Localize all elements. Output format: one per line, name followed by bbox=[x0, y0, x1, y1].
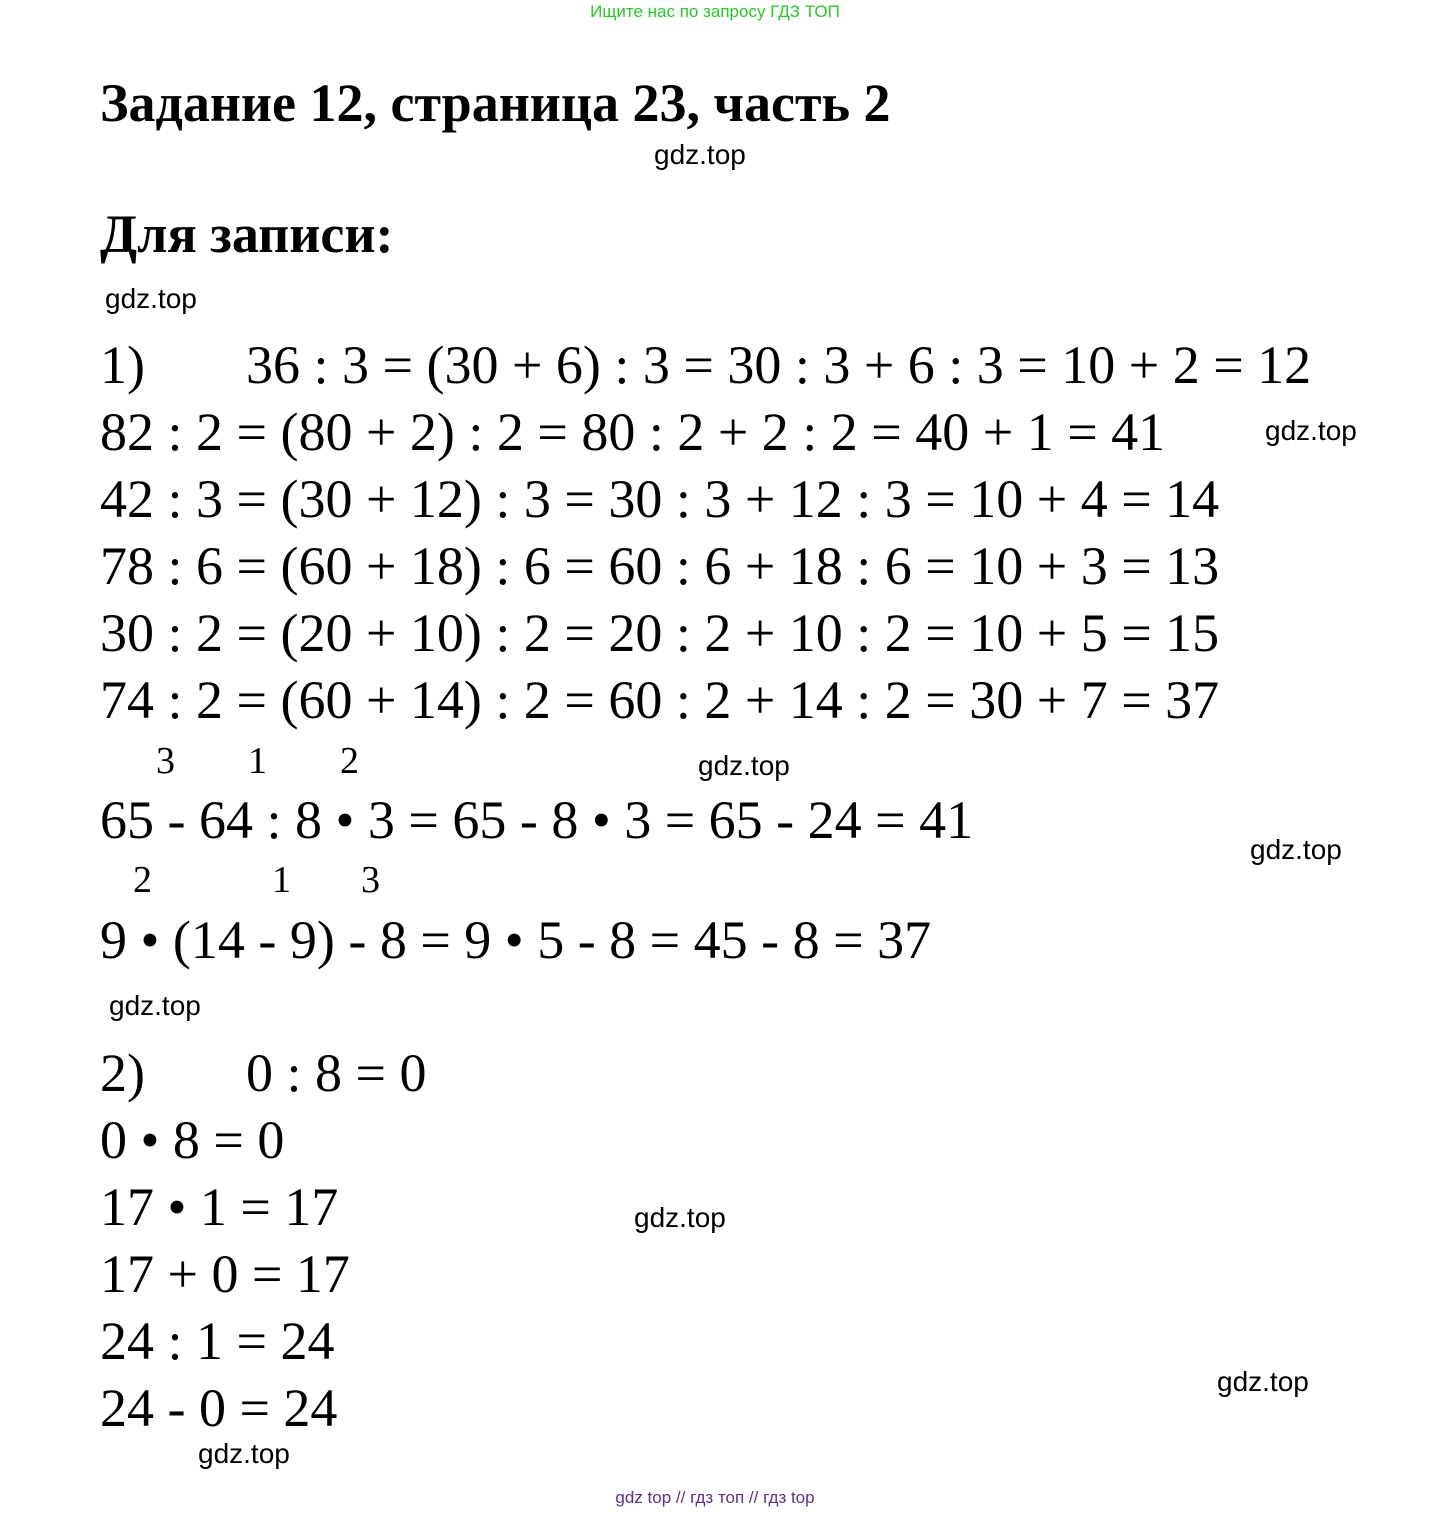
equation-line: 24 - 0 = 24 bbox=[100, 1378, 338, 1438]
watermark: gdz.top bbox=[109, 990, 201, 1021]
equation-line: 42 : 3 = (30 + 12) : 3 = 30 : 3 + 12 : 3 = 10 + 4 = 14 bbox=[100, 469, 1220, 529]
equation-line: 78 : 6 = (60 + 18) : 6 = 60 : 6 + 18 : 6 = 10 + 3 = 13 bbox=[100, 536, 1220, 596]
equation-line: 0 • 8 = 0 bbox=[100, 1110, 285, 1170]
section-subtitle: Для записи: bbox=[100, 204, 394, 264]
order-mark: 1 bbox=[272, 859, 291, 901]
equation-text: 36 : 3 = (30 + 6) : 3 = 30 : 3 + 6 : 3 = 10 + 2 = 12 bbox=[246, 335, 1312, 395]
part1-label: 1) bbox=[100, 335, 145, 395]
equation-line bbox=[100, 1043, 427, 1103]
watermark: gdz.top bbox=[1265, 415, 1357, 446]
order-mark: 1 bbox=[248, 740, 267, 782]
equation-line: 74 : 2 = (60 + 14) : 2 = 60 : 2 + 14 : 2 = 30 + 7 = 37 bbox=[100, 670, 1220, 730]
equation-line: 30 : 2 = (20 + 10) : 2 = 20 : 2 + 10 : 2 = 10 + 5 = 15 bbox=[100, 603, 1220, 663]
order-mark: 2 bbox=[340, 740, 359, 782]
order-mark: 3 bbox=[361, 859, 380, 901]
order-mark: 2 bbox=[133, 859, 152, 901]
order-mark: 3 bbox=[156, 740, 175, 782]
watermark: gdz.top bbox=[198, 1438, 290, 1469]
equation-line: 82 : 2 = (80 + 2) : 2 = 80 : 2 + 2 : 2 = 40 + 1 = 41 bbox=[100, 402, 1166, 462]
watermark: gdz.top bbox=[105, 283, 197, 314]
equation-text: 0 : 8 = 0 bbox=[246, 1043, 427, 1103]
watermark: gdz.top bbox=[698, 750, 790, 781]
watermark: gdz.top bbox=[654, 139, 746, 170]
order-expression: 9 • (14 - 9) - 8 = 9 • 5 - 8 = 45 - 8 = 37 bbox=[100, 910, 932, 970]
watermark: gdz.top bbox=[1217, 1366, 1309, 1397]
watermark: gdz.top bbox=[634, 1202, 726, 1233]
footer-links: gdz top // гдз топ // гдз top bbox=[615, 1488, 815, 1507]
top-banner: Ищите нас по запросу ГДЗ ТОП bbox=[590, 2, 840, 21]
page-title: Задание 12, страница 23, часть 2 bbox=[100, 73, 891, 133]
order-expression: 65 - 64 : 8 • 3 = 65 - 8 • 3 = 65 - 24 = 41 bbox=[100, 790, 974, 850]
part2-label: 2) bbox=[100, 1043, 145, 1103]
equation-line: 17 + 0 = 17 bbox=[100, 1244, 350, 1304]
equation-line: 24 : 1 = 24 bbox=[100, 1311, 335, 1371]
equation-line bbox=[100, 335, 1312, 395]
watermark: gdz.top bbox=[1250, 834, 1342, 865]
equation-line: 17 • 1 = 17 bbox=[100, 1177, 339, 1237]
